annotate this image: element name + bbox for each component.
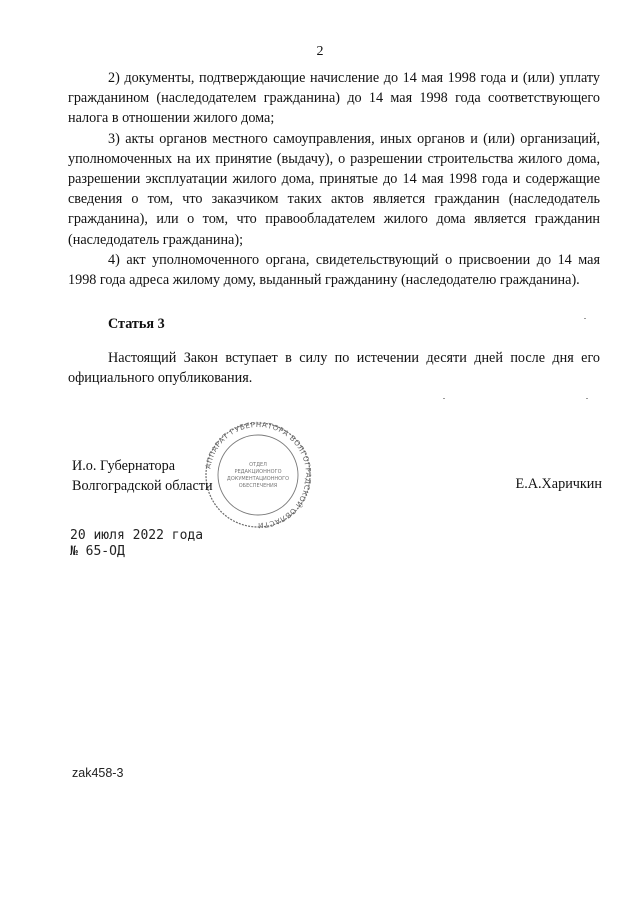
article-title: Статья 3 — [108, 316, 165, 332]
signatory-position — [72, 456, 213, 496]
paragraph-item-4: 4) акт уполномоченного органа, свидетельствующий о присвоении до 14 мая 1998 года адреса жилому дому, выданный гражданину (наследодателю гражданина). — [68, 251, 600, 289]
paragraph-item-3: 3) акты органов местного самоуправления, иных органов и (или) организаций, уполномоченных на их принятие (выдачу), о разрешении строительства жилого дома, разрешении эксплуатации жилого дома, принятые до 14 мая 1998 года и содержащие сведения о том, что заказчиком таких актов является гражданин (наследодатель гражданина), или о том, что правообладателем жилого дома является гражданин (наследодатель гражданина); — [68, 130, 600, 248]
official-seal — [198, 420, 318, 530]
seal-inner-text: ОТДЕЛ — [249, 462, 267, 468]
article-paragraph: Настоящий Закон вступает в силу по истечении десяти дней после дня его официального опубликования. — [68, 350, 600, 387]
svg-text:РЕДАКЦИОННОГО: РЕДАКЦИОННОГО — [234, 469, 282, 475]
signatory-name: Е.А.Харичкин — [515, 476, 602, 492]
signatory-position-line2: Волгоградской области — [72, 478, 213, 494]
svg-text:ДОКУМЕНТАЦИОННОГО: ДОКУМЕНТАЦИОННОГО — [226, 476, 290, 482]
paragraph-item-2: 2) документы, подтверждающие начисление до 14 мая 1998 года и (или) уплату гражданином (наследодателем гражданина) до 14 мая 1998 года соответствующего налога в отношении жилого дома; — [68, 70, 600, 127]
seal-outer-text: АППАРАТ ГУБЕРНАТОРА ВОЛГОГРАДСКОЙ ОБЛАСТИ — [203, 420, 314, 530]
page-number: 2 — [316, 44, 324, 59]
document-date-number — [70, 528, 203, 560]
scan-speck — [443, 398, 445, 399]
law-items — [68, 68, 600, 290]
article-body — [68, 348, 600, 388]
signatory-position-line1: И.о. Губернатора — [72, 458, 175, 474]
document-number: № 65-ОД — [70, 544, 125, 559]
document-date: 20 июля 2022 года — [70, 528, 204, 543]
document-code: zak458-3 — [72, 766, 124, 780]
svg-text:АППАРАТ ГУБЕРНАТОРА ВОЛГОГРАДС — [203, 420, 313, 530]
scan-speck — [586, 398, 588, 399]
scan-speck — [584, 318, 586, 319]
svg-text:ОБЕСПЕЧЕНИЯ: ОБЕСПЕЧЕНИЯ — [238, 483, 278, 489]
